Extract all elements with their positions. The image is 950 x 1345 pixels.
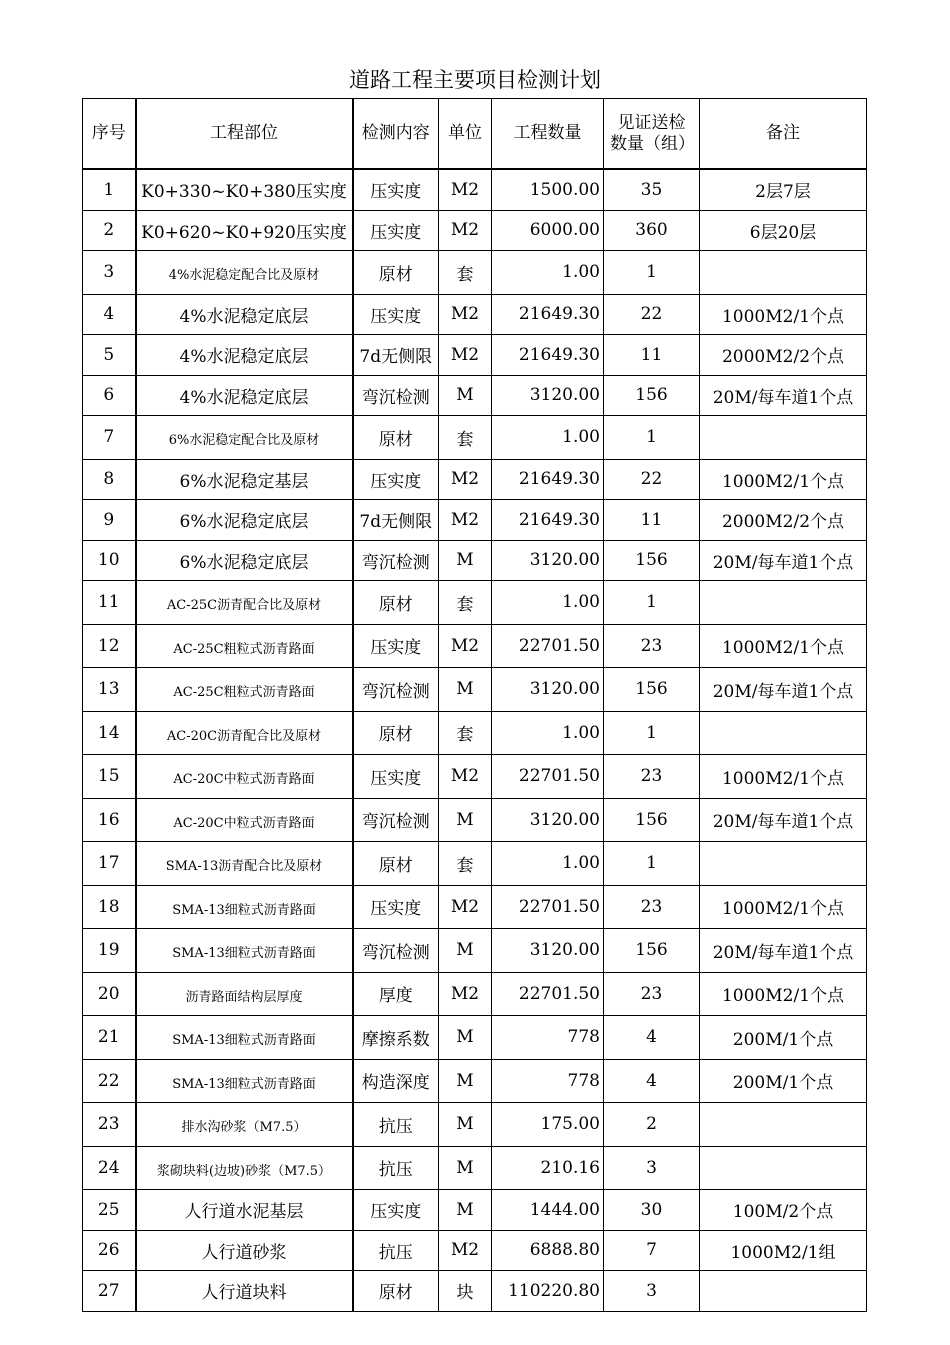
cell-qty: 21649.30: [492, 459, 604, 500]
table-row: [83, 540, 867, 581]
table-row: [83, 1230, 867, 1271]
cell-witness: 1: [604, 711, 700, 755]
cell-qty: 22701.50: [492, 755, 604, 799]
cell-content: 原材: [353, 711, 439, 755]
cell-unit: M2: [439, 500, 492, 541]
cell-qty: 6000.00: [492, 210, 604, 251]
table-row: [83, 375, 867, 416]
table-row: [83, 755, 867, 799]
cell-content: 原材: [353, 416, 439, 460]
cell-remark: 100M/2个点: [700, 1190, 867, 1231]
header-row: [83, 99, 867, 170]
cell-witness: 4: [604, 1059, 700, 1103]
cell-witness: 23: [604, 972, 700, 1016]
page-title: 道路工程主要项目检测计划: [349, 68, 601, 92]
table-row: [83, 500, 867, 541]
cell-seq: 9: [83, 500, 136, 541]
cell-qty: 1.00: [492, 581, 604, 625]
cell-unit: M2: [439, 335, 492, 376]
cell-part: SMA-13细粒式沥青路面: [136, 1059, 353, 1103]
cell-remark: 1000M2/1个点: [700, 972, 867, 1016]
cell-remark: 1000M2/1个点: [700, 459, 867, 500]
table-row: [83, 885, 867, 929]
table-row: [83, 251, 867, 295]
cell-qty: 1.00: [492, 251, 604, 295]
cell-part: 6%水泥稳定底层: [136, 500, 353, 541]
cell-content: 压实度: [353, 459, 439, 500]
cell-unit: M2: [439, 885, 492, 929]
cell-witness: 156: [604, 540, 700, 581]
table-row: [83, 1271, 867, 1312]
cell-witness: 1: [604, 842, 700, 886]
cell-remark: 200M/1个点: [700, 1059, 867, 1103]
cell-unit: M2: [439, 624, 492, 668]
cell-seq: 7: [83, 416, 136, 460]
table-row: [83, 972, 867, 1016]
cell-part: 6%水泥稳定基层: [136, 459, 353, 500]
cell-witness: 1: [604, 581, 700, 625]
cell-seq: 8: [83, 459, 136, 500]
cell-seq: 18: [83, 885, 136, 929]
cell-remark: [700, 251, 867, 295]
cell-remark: 20M/每车道1个点: [700, 668, 867, 712]
cell-content: 抗压: [353, 1230, 439, 1271]
cell-witness: 2: [604, 1103, 700, 1147]
cell-qty: 1.00: [492, 842, 604, 886]
cell-witness: 156: [604, 798, 700, 842]
cell-qty: 1.00: [492, 416, 604, 460]
cell-witness: 30: [604, 1190, 700, 1231]
cell-qty: 1500.00: [492, 169, 604, 210]
table-row: [83, 335, 867, 376]
cell-part: AC-20C中粒式沥青路面: [136, 755, 353, 799]
cell-unit: 套: [439, 711, 492, 755]
table-row: [83, 416, 867, 460]
cell-qty: 3120.00: [492, 668, 604, 712]
table-row: [83, 1103, 867, 1147]
cell-qty: 3120.00: [492, 375, 604, 416]
cell-seq: 13: [83, 668, 136, 712]
cell-seq: 2: [83, 210, 136, 251]
cell-seq: 17: [83, 842, 136, 886]
cell-seq: 14: [83, 711, 136, 755]
cell-part: SMA-13细粒式沥青路面: [136, 1016, 353, 1060]
cell-witness: 3: [604, 1146, 700, 1190]
table-row: [83, 210, 867, 251]
cell-seq: 4: [83, 294, 136, 335]
cell-part: 4%水泥稳定底层: [136, 294, 353, 335]
header-remark: 备注: [700, 99, 867, 170]
cell-content: 抗压: [353, 1103, 439, 1147]
cell-part: AC-20C沥青配合比及原材: [136, 711, 353, 755]
cell-witness: 23: [604, 885, 700, 929]
cell-qty: 3120.00: [492, 798, 604, 842]
cell-content: 压实度: [353, 755, 439, 799]
cell-unit: M2: [439, 1230, 492, 1271]
table-row: [83, 1059, 867, 1103]
cell-part: AC-25C沥青配合比及原材: [136, 581, 353, 625]
cell-content: 压实度: [353, 294, 439, 335]
cell-qty: 3120.00: [492, 540, 604, 581]
cell-remark: [700, 1146, 867, 1190]
cell-seq: 12: [83, 624, 136, 668]
cell-witness: 156: [604, 375, 700, 416]
cell-part: 4%水泥稳定底层: [136, 335, 353, 376]
cell-witness: 3: [604, 1271, 700, 1312]
cell-qty: 6888.80: [492, 1230, 604, 1271]
table-row: [83, 294, 867, 335]
cell-unit: M2: [439, 459, 492, 500]
cell-seq: 20: [83, 972, 136, 1016]
cell-qty: 1444.00: [492, 1190, 604, 1231]
cell-qty: 3120.00: [492, 929, 604, 973]
cell-seq: 19: [83, 929, 136, 973]
cell-unit: M2: [439, 972, 492, 1016]
cell-unit: M: [439, 1103, 492, 1147]
cell-content: 原材: [353, 581, 439, 625]
cell-part: SMA-13沥青配合比及原材: [136, 842, 353, 886]
cell-remark: 2000M2/2个点: [700, 500, 867, 541]
cell-qty: 778: [492, 1016, 604, 1060]
cell-remark: [700, 1103, 867, 1147]
cell-seq: 24: [83, 1146, 136, 1190]
cell-witness: 35: [604, 169, 700, 210]
header-unit: 单位: [439, 99, 492, 170]
cell-unit: 套: [439, 416, 492, 460]
cell-qty: 175.00: [492, 1103, 604, 1147]
cell-seq: 6: [83, 375, 136, 416]
cell-remark: 6层20层: [700, 210, 867, 251]
cell-content: 原材: [353, 1271, 439, 1312]
cell-witness: 23: [604, 755, 700, 799]
cell-part: 6%水泥稳定底层: [136, 540, 353, 581]
cell-seq: 5: [83, 335, 136, 376]
cell-remark: [700, 581, 867, 625]
cell-remark: 1000M2/1个点: [700, 294, 867, 335]
cell-remark: [700, 416, 867, 460]
table-row: [83, 668, 867, 712]
cell-witness: 11: [604, 500, 700, 541]
header-part: 工程部位: [136, 99, 353, 170]
cell-content: 摩擦系数: [353, 1016, 439, 1060]
cell-qty: 778: [492, 1059, 604, 1103]
cell-part: AC-25C粗粒式沥青路面: [136, 668, 353, 712]
cell-content: 原材: [353, 251, 439, 295]
cell-seq: 16: [83, 798, 136, 842]
cell-qty: 210.16: [492, 1146, 604, 1190]
cell-qty: 21649.30: [492, 294, 604, 335]
cell-seq: 11: [83, 581, 136, 625]
cell-remark: [700, 842, 867, 886]
cell-witness: 4: [604, 1016, 700, 1060]
table-row: [83, 842, 867, 886]
table-row: [83, 1190, 867, 1231]
cell-unit: M: [439, 1190, 492, 1231]
cell-qty: 22701.50: [492, 885, 604, 929]
cell-witness: 7: [604, 1230, 700, 1271]
cell-seq: 27: [83, 1271, 136, 1312]
cell-remark: 2层7层: [700, 169, 867, 210]
cell-part: 6%水泥稳定配合比及原材: [136, 416, 353, 460]
cell-content: 构造深度: [353, 1059, 439, 1103]
cell-part: AC-25C粗粒式沥青路面: [136, 624, 353, 668]
inspection-plan-table: [82, 98, 867, 1312]
cell-remark: 1000M2/1个点: [700, 624, 867, 668]
cell-content: 弯沉检测: [353, 375, 439, 416]
cell-part: 沥青路面结构层厚度: [136, 972, 353, 1016]
cell-unit: M: [439, 1059, 492, 1103]
cell-remark: [700, 711, 867, 755]
cell-content: 弯沉检测: [353, 540, 439, 581]
cell-content: 压实度: [353, 169, 439, 210]
cell-qty: 22701.50: [492, 972, 604, 1016]
cell-part: 4%水泥稳定配合比及原材: [136, 251, 353, 295]
header-qty: 工程数量: [492, 99, 604, 170]
table-row: [83, 581, 867, 625]
cell-remark: 20M/每车道1个点: [700, 540, 867, 581]
cell-unit: M: [439, 668, 492, 712]
table-row: [83, 929, 867, 973]
cell-witness: 11: [604, 335, 700, 376]
cell-content: 压实度: [353, 885, 439, 929]
cell-unit: 块: [439, 1271, 492, 1312]
cell-unit: M: [439, 540, 492, 581]
cell-content: 7d无侧限: [353, 335, 439, 376]
cell-witness: 1: [604, 416, 700, 460]
cell-unit: M: [439, 375, 492, 416]
cell-content: 厚度: [353, 972, 439, 1016]
cell-seq: 23: [83, 1103, 136, 1147]
cell-seq: 25: [83, 1190, 136, 1231]
cell-remark: 20M/每车道1个点: [700, 375, 867, 416]
cell-remark: 20M/每车道1个点: [700, 929, 867, 973]
table-row: [83, 1016, 867, 1060]
cell-witness: 23: [604, 624, 700, 668]
cell-seq: 26: [83, 1230, 136, 1271]
cell-seq: 1: [83, 169, 136, 210]
cell-remark: 1000M2/1个点: [700, 885, 867, 929]
cell-unit: M: [439, 798, 492, 842]
cell-qty: 1.00: [492, 711, 604, 755]
cell-seq: 3: [83, 251, 136, 295]
cell-content: 压实度: [353, 1190, 439, 1231]
cell-qty: 21649.30: [492, 500, 604, 541]
cell-part: K0+330~K0+380压实度: [136, 169, 353, 210]
cell-remark: 1000M2/1组: [700, 1230, 867, 1271]
cell-part: 人行道砂浆: [136, 1230, 353, 1271]
cell-remark: 1000M2/1个点: [700, 755, 867, 799]
cell-seq: 22: [83, 1059, 136, 1103]
cell-unit: 套: [439, 251, 492, 295]
cell-part: 人行道块料: [136, 1271, 353, 1312]
cell-witness: 156: [604, 668, 700, 712]
cell-content: 弯沉检测: [353, 668, 439, 712]
cell-qty: 22701.50: [492, 624, 604, 668]
cell-witness: 22: [604, 459, 700, 500]
cell-qty: 21649.30: [492, 335, 604, 376]
cell-seq: 21: [83, 1016, 136, 1060]
cell-remark: 2000M2/2个点: [700, 335, 867, 376]
cell-part: 浆砌块料(边坡)砂浆（M7.5）: [136, 1146, 353, 1190]
cell-content: 7d无侧限: [353, 500, 439, 541]
cell-unit: M2: [439, 294, 492, 335]
cell-seq: 15: [83, 755, 136, 799]
header-witness: 见证送检数量（组）: [604, 99, 700, 170]
cell-part: K0+620~K0+920压实度: [136, 210, 353, 251]
cell-witness: 156: [604, 929, 700, 973]
table-row: [83, 1146, 867, 1190]
cell-remark: 20M/每车道1个点: [700, 798, 867, 842]
cell-unit: M2: [439, 169, 492, 210]
cell-content: 抗压: [353, 1146, 439, 1190]
cell-witness: 22: [604, 294, 700, 335]
cell-part: SMA-13细粒式沥青路面: [136, 885, 353, 929]
cell-witness: 360: [604, 210, 700, 251]
cell-unit: M: [439, 1016, 492, 1060]
cell-part: 排水沟砂浆（M7.5）: [136, 1103, 353, 1147]
cell-unit: 套: [439, 581, 492, 625]
cell-content: 压实度: [353, 624, 439, 668]
cell-content: 压实度: [353, 210, 439, 251]
cell-qty: 110220.80: [492, 1271, 604, 1312]
table-row: [83, 624, 867, 668]
cell-part: SMA-13细粒式沥青路面: [136, 929, 353, 973]
table-row: [83, 711, 867, 755]
cell-unit: M2: [439, 755, 492, 799]
cell-unit: 套: [439, 842, 492, 886]
cell-seq: 10: [83, 540, 136, 581]
cell-content: 弯沉检测: [353, 798, 439, 842]
table-row: [83, 459, 867, 500]
cell-unit: M: [439, 929, 492, 973]
header-content: 检测内容: [353, 99, 439, 170]
cell-content: 原材: [353, 842, 439, 886]
cell-part: AC-20C中粒式沥青路面: [136, 798, 353, 842]
table-row: [83, 798, 867, 842]
header-seq: 序号: [83, 99, 136, 170]
cell-part: 4%水泥稳定底层: [136, 375, 353, 416]
cell-unit: M2: [439, 210, 492, 251]
cell-part: 人行道水泥基层: [136, 1190, 353, 1231]
cell-content: 弯沉检测: [353, 929, 439, 973]
cell-unit: M: [439, 1146, 492, 1190]
cell-remark: [700, 1271, 867, 1312]
cell-remark: 200M/1个点: [700, 1016, 867, 1060]
table-row: [83, 169, 867, 210]
cell-witness: 1: [604, 251, 700, 295]
